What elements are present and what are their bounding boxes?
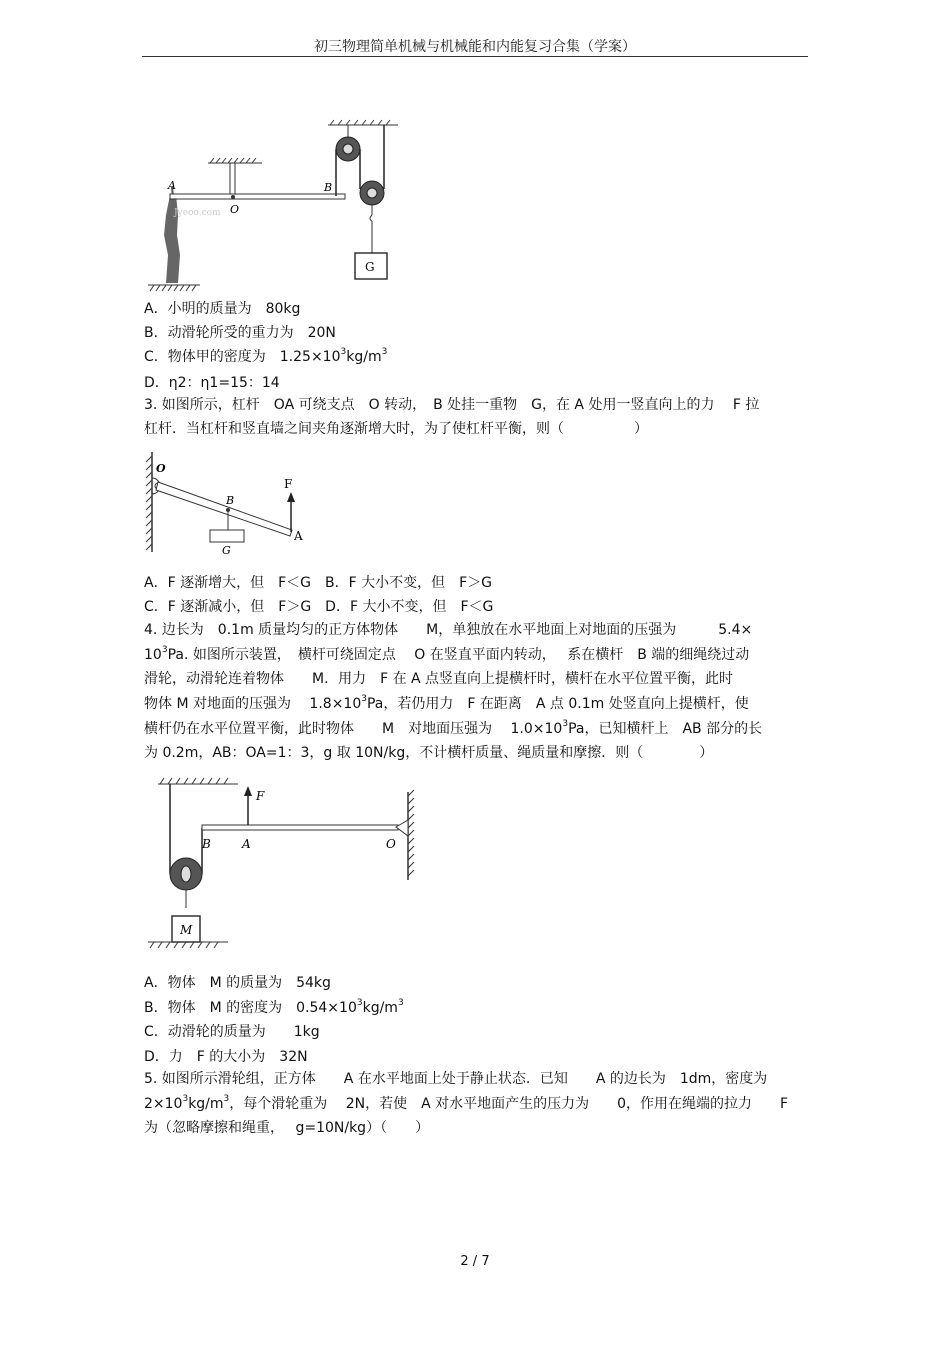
- q3-stem-line1: 3. 如图所示，杠杆 OA 可绕支点 O 转动， B 处挂一重物 G，在 A 处用一竖直向上的力 F 拉: [144, 397, 760, 413]
- label-g: G: [222, 544, 231, 557]
- label-a: A: [168, 179, 176, 192]
- q4-stem-line3: 滑轮，动滑轮连着物体 M．用力 F 在 A 点竖直向上提横杆时，横杆在水平位置平衡，此时: [144, 671, 734, 687]
- q4-stem-line5: 横杆仍在水平位置平衡，此时物体 M 对地面压强为 $1.0\times 10^3Pa$，已知横杆上 AB 部分的长: [144, 719, 763, 737]
- label-b: B: [324, 181, 333, 194]
- q4-option-a: A．物体 M 的质量为 54kg: [144, 975, 331, 991]
- label-o: O: [156, 462, 166, 475]
- label-f: F: [284, 477, 293, 491]
- q3-options-cd: C．F 逐渐减小，但 F＞G D．F 大小不变，但 F＜G: [144, 599, 494, 615]
- q5-stem-line2: $2\times 10^3kg/m^3$，每个滑轮重为 2N，若使 A 对水平地面产生的压力为 0，作用在绳端的拉力 F: [144, 1094, 789, 1112]
- label-o: O: [230, 203, 240, 216]
- label-m: M: [180, 923, 193, 937]
- q2-option-d: D．η2：η1=15：14: [144, 375, 280, 391]
- lever-bar: [202, 825, 398, 830]
- q2-option-a: A．小明的质量为 80kg: [144, 301, 301, 317]
- figure-lever-pulley: [140, 115, 420, 295]
- q3-options-ab: A．F 逐渐增大，但 F＜G B．F 大小不变，但 F＞G: [144, 575, 492, 591]
- label-a: A: [242, 837, 251, 851]
- label-b: B: [202, 837, 211, 851]
- header-rule: [142, 56, 808, 57]
- ground-hatch: [148, 285, 200, 291]
- weight-g: [210, 530, 244, 542]
- q2-option-b: B．动滑轮所受的重力为 20N: [144, 325, 336, 341]
- figure-q3-lever: [140, 448, 320, 560]
- label-o: O: [386, 837, 396, 851]
- label-g: G: [365, 260, 375, 274]
- label-f: F: [256, 789, 265, 803]
- lever-bar: [170, 194, 345, 199]
- page-header: 初三物理简单机械与机械能和内能复习合集（学案）: [314, 39, 636, 55]
- q4-stem-line2: $10^3Pa$. 如图所示装置， 横杆可绕固定点 O 在竖直平面内转动， 系在横杆 B 端的细绳绕过动: [144, 645, 750, 663]
- label-a: A: [294, 529, 303, 543]
- q4-option-c: C．动滑轮的质量为 1kg: [144, 1024, 320, 1040]
- q4-stem-line4: 物体 M 对地面的压强为 $1.8\times 10^3Pa$，若仍用力 F 在距离 A 点 0.1m 处竖直向上提横杆，使: [144, 694, 749, 712]
- q3-stem-line2: 杠杆．当杠杆和竖直墙之间夹角逐渐增大时，为了使杠杆平衡，则（ ）: [144, 421, 648, 437]
- q5-stem-line3: 为（忽略摩擦和绳重， g=10N/kg）（ ）: [144, 1120, 430, 1136]
- figure-q4-lever: [140, 770, 420, 955]
- q4-stem-line1: 4. 边长为 0.1m 质量均匀的正方体物体 M，单独放在水平地面上对地面的压强为 5.4×: [144, 622, 753, 638]
- q5-stem-line1: 5. 如图所示滑轮组，正方体 A 在水平地面上处于静止状态．已知 A 的边长为 1dm，密度为: [144, 1071, 768, 1087]
- watermark: Jyeoo.com: [174, 208, 221, 218]
- page-number: 2 / 7: [460, 1254, 490, 1269]
- q4-option-d: D．力 F 的大小为 32N: [144, 1049, 308, 1065]
- q2-option-c: C．物体甲的密度为 $1.25\times 10^3kg/m^3$: [144, 347, 388, 365]
- q4-option-b: B．物体 M 的密度为 $0.54\times 10^3kg/m^3$: [144, 998, 404, 1016]
- q4-stem-line6: 为 0.2m，AB：OA=1：3，g 取 10N/kg，不计横杆质量、绳质量和摩擦．则（ ）: [144, 745, 714, 761]
- label-b: B: [226, 494, 235, 507]
- lever-oa: [156, 482, 292, 536]
